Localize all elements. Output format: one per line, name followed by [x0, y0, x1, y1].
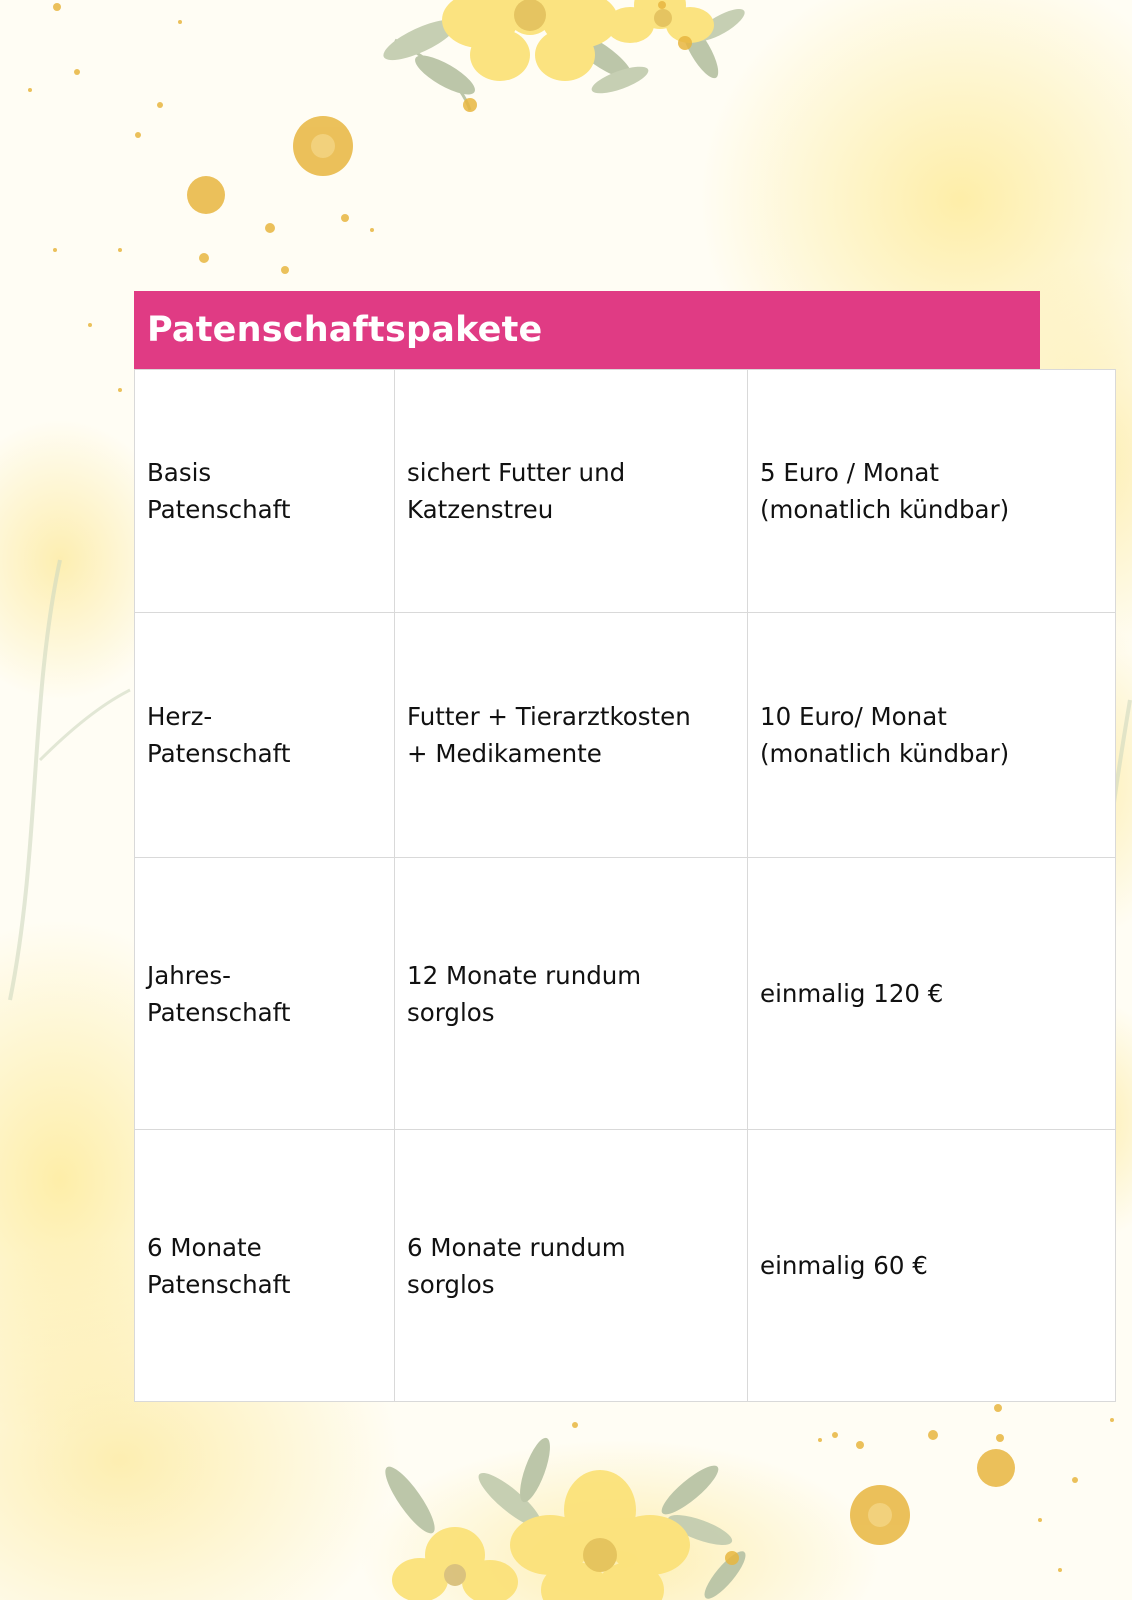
package-name: Herz- Patenschaft	[135, 613, 395, 858]
page-title: Patenschaftspakete	[147, 310, 543, 350]
package-name: Basis Patenschaft	[135, 370, 395, 613]
title-bar	[134, 291, 1040, 369]
package-description: sichert Futter und Katzenstreu	[395, 370, 748, 613]
package-price: 10 Euro/ Monat (monatlich kündbar)	[748, 613, 1116, 858]
package-name: Jahres- Patenschaft	[135, 858, 395, 1130]
sponsorship-packages-card	[134, 291, 1040, 1402]
table-row	[135, 1130, 1116, 1402]
package-price: einmalig 120 €	[748, 858, 1116, 1130]
package-name: 6 Monate Patenschaft	[135, 1130, 395, 1402]
table-row	[135, 613, 1116, 858]
package-price: einmalig 60 €	[748, 1130, 1116, 1402]
package-description: 6 Monate rundum sorglos	[395, 1130, 748, 1402]
table-row	[135, 858, 1116, 1130]
packages-table	[134, 369, 1116, 1402]
table-row	[135, 370, 1116, 613]
package-description: Futter + Tierarztkosten + Medikamente	[395, 613, 748, 858]
package-price: 5 Euro / Monat (monatlich kündbar)	[748, 370, 1116, 613]
package-description: 12 Monate rundum sorglos	[395, 858, 748, 1130]
